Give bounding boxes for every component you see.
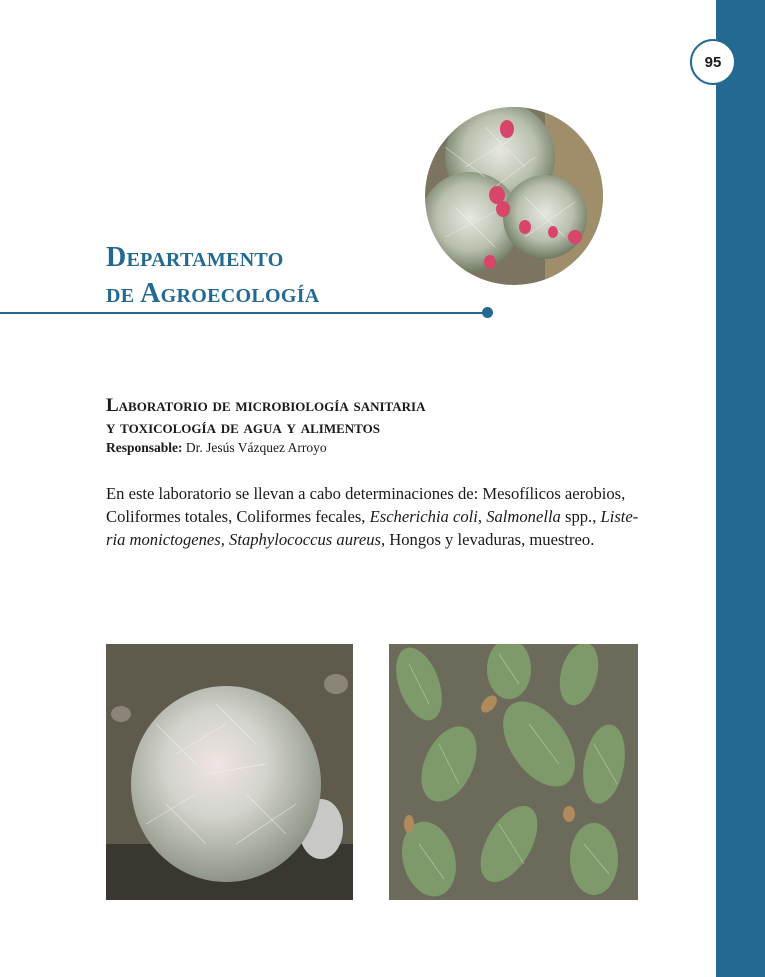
department-title-line1: Departamento (106, 242, 284, 273)
organism-listeria-staphylococcus: ria monictogenes, Staphylococcus aureus (106, 530, 381, 549)
body-line-3 (106, 528, 640, 551)
body-line-2 (106, 505, 640, 528)
responsable-name: Dr. Jesús Vázquez Arroyo (182, 440, 327, 455)
section-rule-dot (482, 307, 493, 318)
department-title (106, 240, 320, 312)
prickly-cacti-photo (389, 644, 638, 900)
lab-title-line2: y toxicología de agua y alimentos (106, 417, 380, 438)
organism-listeria-start: Liste- (600, 507, 639, 526)
page-number: 95 (690, 39, 736, 85)
body-line-1: En este laboratorio se llevan a cabo determinaciones de: Mesofílicos aerobios, (106, 484, 626, 503)
body-text-fragment: spp., (560, 507, 601, 526)
section-rule (0, 312, 486, 314)
organism-salmonella: Salmonella (486, 507, 561, 526)
responsable-line (106, 440, 327, 456)
responsable-label: Responsable: (106, 440, 183, 455)
round-cactus-photo (106, 644, 353, 900)
body-text-fragment: , (477, 507, 487, 526)
side-color-band (716, 0, 765, 977)
cactus-flowers-photo (425, 107, 603, 285)
department-title-line2: de Agroecología (106, 278, 320, 309)
lab-title-line1: Laboratorio de microbiología sanitaria (106, 395, 426, 416)
body-text-fragment: , Hongos y levaduras, muestreo. (380, 530, 595, 549)
lab-title (106, 395, 425, 439)
organism-escherichia: Escherichia coli (369, 507, 478, 526)
body-paragraph (106, 482, 640, 551)
body-text-fragment: Coliformes totales, Coliformes fecales, (106, 507, 370, 526)
